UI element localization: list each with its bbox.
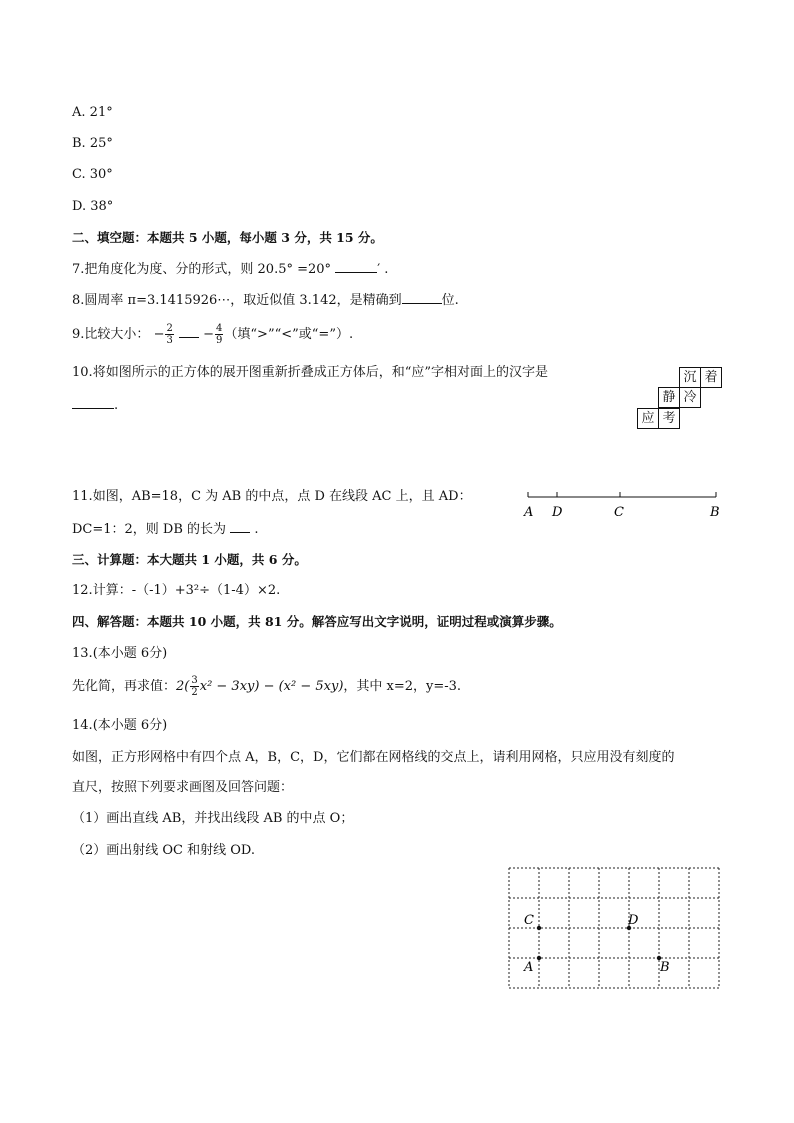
cube-face-2: 着 [700,367,722,388]
grid-label-d: D [628,913,639,928]
question-10 [72,364,548,382]
label-a: A [524,505,534,520]
q9-fraction-1 [165,323,173,346]
q8-tail: 位. [441,293,459,308]
q7-answer-blank[interactable] [335,260,377,273]
question-9 [72,320,353,350]
q9-frac2-numerator: 4 [216,323,223,334]
q12-number: 12. [72,583,93,598]
cube-face-5: 应 [637,408,659,429]
q11-tail: . [254,522,259,537]
q9-frac1-sign: − [153,327,165,342]
q13-expr-a: 2( [176,679,190,694]
cube-face-4: 静 [658,387,680,408]
option-d-letter: D. [72,199,87,214]
option-d [72,198,113,216]
option-b [72,135,113,153]
section-2-heading [72,229,383,247]
q11-number: 11. [72,489,93,504]
q13-number: 13. [72,646,93,661]
cube-face-1: 沉 [679,367,701,388]
q9-answer-blank[interactable] [179,325,199,338]
q7-number: 7. [72,262,85,277]
q13-frac-denominator: 2 [191,687,198,698]
q13-frac-numerator: 3 [191,675,198,686]
point-a-dot [537,956,541,960]
option-c-letter: C. [72,167,86,182]
q10-number: 10. [72,365,93,380]
q9-frac1-numerator: 2 [166,323,173,334]
question-13-body [72,672,461,702]
option-d-value: 38° [90,199,114,214]
section-4-desc: 本题共 10 小题，共 81 分。解答应写出文字说明，证明过程或演算步骤。 [147,614,562,629]
question-11-line2 [72,520,258,539]
question-11-line1 [72,488,472,506]
q14-item2: （2）画出射线 OC 和射线 OD. [72,843,256,858]
q11-line2: DC=1：2，则 DB 的长为 [72,522,227,537]
option-a-letter: A. [72,105,86,120]
q14-number: 14. [72,718,93,733]
q13-tail: ，其中 x=2，y=-3. [343,679,462,694]
q13-head: (本小题 6分) [92,646,168,661]
q11-answer-blank[interactable] [230,520,250,533]
label-d: D [552,505,563,520]
q13-fraction [190,675,198,698]
question-12 [72,582,280,600]
question-14-heading [72,717,167,735]
section-3-desc: 本大题共 1 小题，共 6 分。 [147,552,307,567]
q11-line1: 如图，AB=18，C 为 AB 的中点，点 D 在线段 AC 上，且 AD： [92,489,472,504]
section-2-title: 二、填空题： [72,230,148,245]
q10-tail: . [114,398,119,413]
option-b-letter: B. [72,136,86,151]
section-3-heading [72,551,307,569]
q8-number: 8. [72,293,85,308]
q12-text: 计算：-（-1）+3²÷（1-4）×2. [92,583,281,598]
option-b-value: 25° [89,136,113,151]
cube-face-6: 考 [658,408,680,429]
q9-frac1-denominator: 3 [166,335,173,346]
label-c: C [614,505,624,520]
q9-lead: 比较大小： [84,327,150,342]
option-c-value: 30° [89,167,113,182]
section-3-title: 三、计算题： [72,552,148,567]
q10-answer-blank[interactable] [72,396,114,409]
option-a-value: 21° [89,105,113,120]
q13-expr-b: x² − 3xy) − (x² − 5xy) [199,679,344,694]
q7-tail: ′ . [377,262,389,277]
grid-label-c: C [524,913,534,928]
q14-head: (本小题 6分) [92,718,168,733]
q10-text: 将如图所示的正方体的展开图重新折叠成正方体后，和“应”字相对面上的汉字是 [92,365,548,380]
q9-fraction-2 [215,323,223,346]
section-4-heading [72,613,562,631]
q14-line2: 直尺，按照下列要求画图及回答问题： [72,780,294,795]
q8-answer-blank[interactable] [402,291,442,304]
question-7 [72,260,388,279]
question-10-answer [72,396,118,415]
segment-figure [520,486,725,522]
q7-text: 把角度化为度、分的形式，则 20.5° =20° [84,262,336,277]
grid-label-b: B [660,960,670,975]
label-b: B [710,505,720,520]
option-a [72,104,113,122]
question-8 [72,291,459,310]
question-13-heading [72,645,167,663]
q9-frac2-sign: − [203,327,215,342]
cube-face-3: 冷 [679,387,701,408]
point-c-dot [537,926,541,930]
q14-line1: 如图，正方形网格中有四个点 A，B，C，D，它们都在网格线的交点上，请利用网格，只应用没有刻度的 [72,750,675,765]
q14-item1: （1）画出直线 AB，并找出线段 AB 的中点 O； [72,811,354,826]
q9-tail: （填“>”“<”或“=”）. [224,327,354,342]
q8-text: 圆周率 π=3.1415926⋯，取近似值 3.142，是精确到 [84,293,402,308]
grid-label-a: A [524,960,534,975]
option-c [72,166,113,184]
q9-frac2-denominator: 9 [216,335,223,346]
section-2-desc: 本题共 5 小题，每小题 3 分，共 15 分。 [147,230,383,245]
q13-lead: 先化简，再求值： [72,679,177,694]
q9-number: 9. [72,327,85,342]
section-4-title: 四、解答题： [72,614,148,629]
grid-figure [500,860,730,995]
